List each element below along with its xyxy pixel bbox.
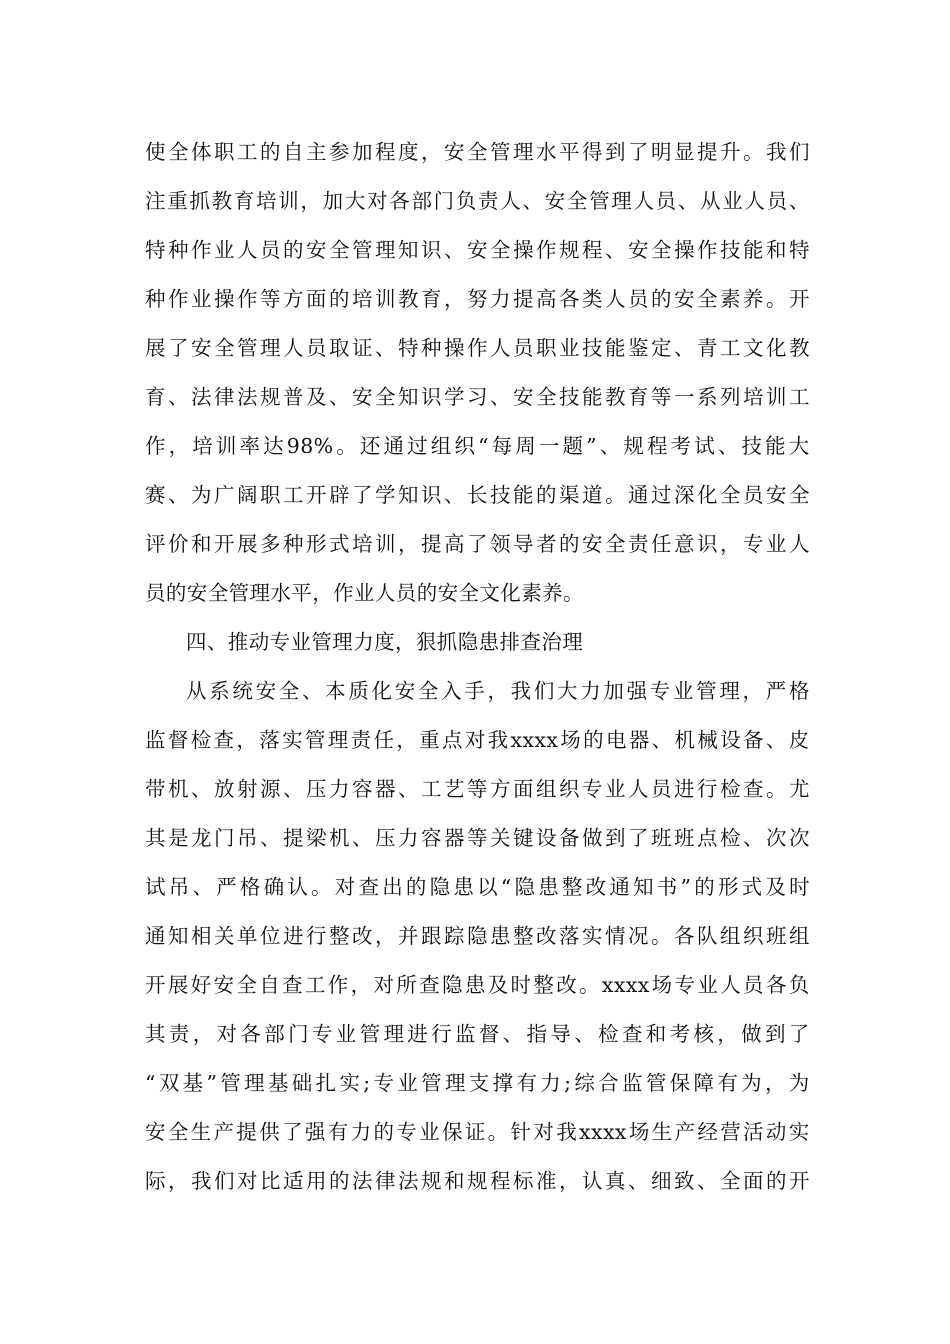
text-line: 通 知 相 关 单 位 进 行 整 改 ， 并 跟 踪 隐 患 整 改 落 实 情 况 。 各 队 组 织 班 组 [145, 924, 810, 948]
text-line-first: 从 系 统 安 全 、 本 质 化 安 全 入 手 ， 我 们 大 力 加 强 专 业 管 理 ， 严 格 [186, 679, 810, 703]
text-line: 际 ， 我 们 对 比 适 用 的 法 律 法 规 和 规 程 标 准 ， 认 真 、 细 致 、 全 面 的 开 [145, 1169, 810, 1193]
text-line: 试 吊 、 严 格 确 认 。 对 查 出 的 隐 患 以 “ 隐 患 整 改 通 知 书 ” 的 形 式 及 时 [145, 875, 810, 899]
text-line: 其 责 ， 对 各 部 门 专 业 管 理 进 行 监 督 、 指 导 、 检 查 和 考 核 ， 做 到 了 [145, 1022, 810, 1046]
body-text [145, 128, 810, 1206]
text-line: 评 价 和 开 展 多 种 形 式 培 训 ， 提 高 了 领 导 者 的 安 全 责 任 意 识 ， 专 业 人 [145, 532, 810, 556]
text-line: 注 重 抓 教 育 培 训 ， 加 大 对 各 部 门 负 责 人 、 安 全 管 理 人 员 、 从 业 人 员 、 [145, 189, 810, 213]
text-line: 其 是 龙 门 吊 、 提 梁 机 、 压 力 容 器 等 关 键 设 备 做 到 了 班 班 点 检 、 次 次 [145, 826, 810, 850]
text-line: 特 种 作 业 人 员 的 安 全 管 理 知 识 、 安 全 操 作 规 程 、 安 全 操 作 技 能 和 特 [145, 238, 810, 262]
section-heading: 四、推动专业管理力度，狠抓隐患排查治理 [186, 630, 584, 654]
text-line: 使 全 体 职 工 的 自 主 参 加 程 度 ， 安 全 管 理 水 平 得 到 了 明 显 提 升 。 我 们 [145, 140, 810, 164]
text-line-last: 员的安全管理水平，作业人员的安全文化素养。 [145, 581, 584, 605]
text-line: 赛 、 为 广 阔 职 工 开 辟 了 学 知 识 、 长 技 能 的 渠 道 。 通 过 深 化 全 员 安 全 [145, 483, 810, 507]
text-line: 开 展 好 安 全 自 查 工 作 ， 对 所 查 隐 患 及 时 整 改 。 xxxx 场 专 业 人 员 各 负 [145, 973, 810, 997]
text-line: 展 了 安 全 管 理 人 员 取 证 、 特 种 操 作 人 员 职 业 技 能 鉴 定 、 青 工 文 化 教 [145, 336, 810, 360]
text-line: 育 、 法 律 法 规 普 及 、 安 全 知 识 学 习 、 安 全 技 能 教 育 等 一 系 列 培 训 工 [145, 385, 810, 409]
text-line: “ 双 基 ” 管 理 基 础 扎 实 ; 专 业 管 理 支 撑 有 力 ; 综 合 监 管 保 障 有 为 ， 为 [145, 1071, 810, 1095]
text-line: 作 ， 培 训 率 达 98% 。 还 通 过 组 织 “ 每 周 一 题 ” 、 规 程 考 试 、 技 能 大 [145, 434, 810, 458]
text-line: 种 作 业 操 作 等 方 面 的 培 训 教 育 ， 努 力 提 高 各 类 人 员 的 安 全 素 养 。 开 [145, 287, 810, 311]
text-line: 监 督 检 查 ， 落 实 管 理 责 任 ， 重 点 对 我 xxxx 场 的 电 器 、 机 械 设 备 、 皮 [145, 728, 810, 752]
text-line: 安 全 生 产 提 供 了 强 有 力 的 专 业 保 证 。 针 对 我 xxxx 场 生 产 经 营 活 动 实 [145, 1120, 810, 1144]
text-line: 带 机 、 放 射 源 、 压 力 容 器 、 工 艺 等 方 面 组 织 专 业 人 员 进 行 检 查 。 尤 [145, 777, 810, 801]
